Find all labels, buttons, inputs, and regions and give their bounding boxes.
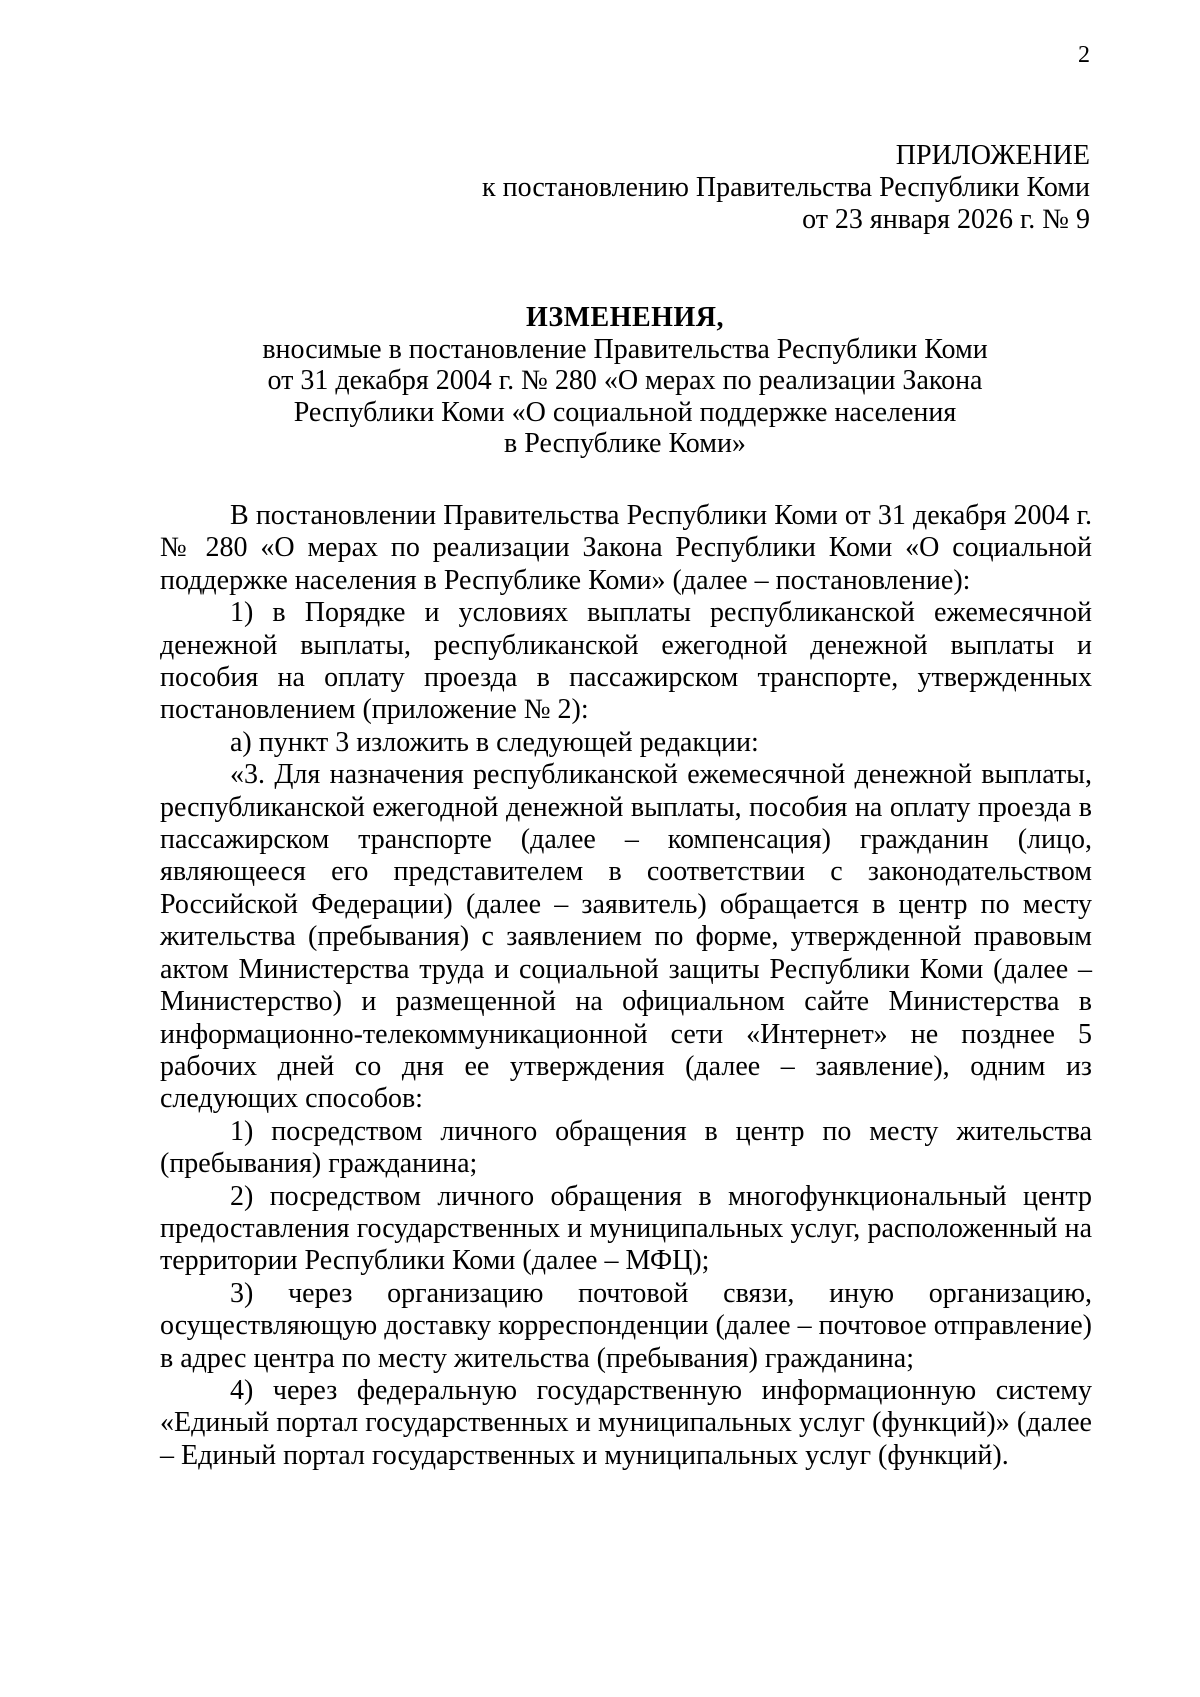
document-title: ИЗМЕНЕНИЯ, bbox=[526, 302, 724, 333]
paragraph-method-2: 2) посредством личного обращения в многофункциональный центр предоставления государственных и муниципальных услуг, расположенный на территории Республики Коми (далее – МФЦ); bbox=[160, 1180, 1092, 1277]
paragraph-point-3: «3. Для назначения республиканской ежемесячной денежной выплаты, республиканской ежегодной денежной выплаты, пособия на оплату проезда в пассажирском транспорте (далее – компенсация) гражданин (лицо, являющееся его представителем в соответствии с законодательством Российской Федерации) (далее – заявитель) обращается в центр по месту жительства (пребывания) с заявлением по форме, утвержденной правовым актом Министерства труда и социальной защиты Республики Коми (далее – Министерство) и размещенной на официальном сайте Министерства в информационно-телекоммуникационной сети «Интернет» не позднее 5 рабочих дней со дня ее утверждения (далее – заявление), одним из следующих способов: bbox=[160, 759, 1092, 1115]
appendix-block bbox=[482, 140, 1090, 236]
document-heading bbox=[160, 302, 1090, 460]
paragraph-item-1: 1) в Порядке и условиях выплаты республиканской ежемесячной денежной выплаты, республиканской ежегодной денежной выплаты и пособия на оплату проезда в пассажирском транспорте, утвержденных постановлением (приложение № 2): bbox=[160, 597, 1092, 726]
paragraph-method-3: 3) через организацию почтовой связи, иную организацию, осуществляющую доставку корреспонденции (далее – почтовое отправление) в адрес центра по месту жительства (пребывания) гражданина; bbox=[160, 1277, 1092, 1374]
heading-line-2: от 31 декабря 2004 г. № 280 «О мерах по реализации Закона bbox=[267, 365, 983, 396]
paragraph-subitem-a: а) пункт 3 изложить в следующей редакции: bbox=[230, 726, 759, 758]
appendix-title: ПРИЛОЖЕНИЕ bbox=[895, 140, 1090, 171]
paragraph-method-1: 1) посредством личного обращения в центр по месту жительства (пребывания) гражданина; bbox=[160, 1115, 1092, 1180]
paragraph-method-4: 4) через федеральную государственную информационную систему «Единый портал государственных и муниципальных услуг (функций)» (далее – Единый портал государственных и муниципальных услуг (функций). bbox=[160, 1374, 1092, 1471]
heading-line-1: вносимые в постановление Правительства Республики Коми bbox=[262, 333, 988, 365]
appendix-date: от 23 января 2026 г. № 9 bbox=[802, 204, 1090, 235]
heading-line-4: в Республике Коми» bbox=[504, 428, 746, 459]
document-body bbox=[160, 500, 1092, 1472]
page-number: 2 bbox=[1078, 42, 1090, 68]
paragraph-intro: В постановлении Правительства Республики Коми от 31 декабря 2004 г. № 280 «О мерах по реализации Закона Республики Коми «О социальной поддержке населения в Республике Коми» (далее – постановление): bbox=[160, 500, 1092, 596]
appendix-reference: к постановлению Правительства Республики Коми bbox=[482, 172, 1090, 203]
heading-line-3: Республики Коми «О социальной поддержке населения bbox=[293, 396, 957, 428]
